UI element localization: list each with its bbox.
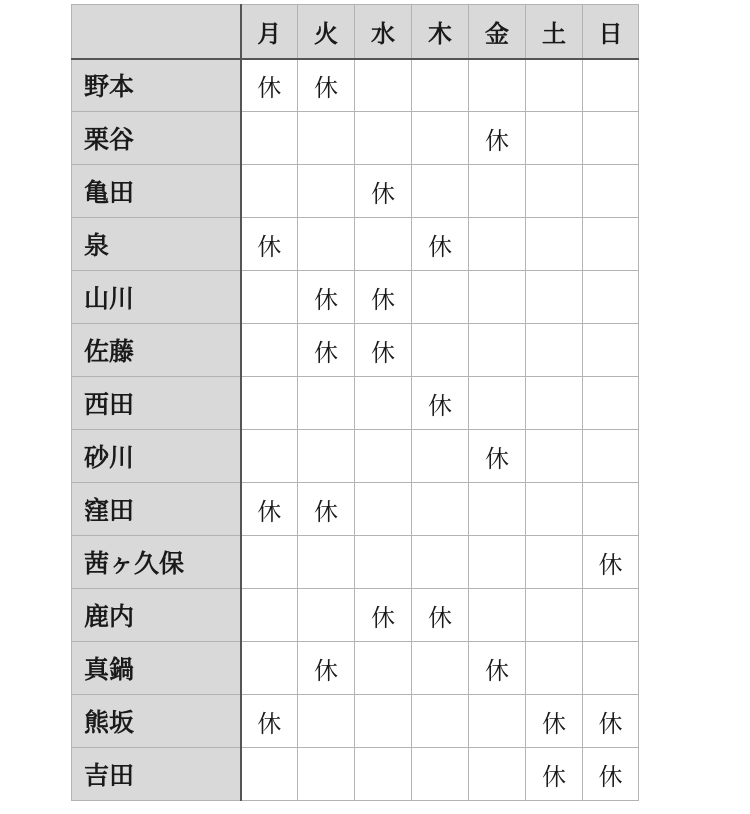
employee-name-cell: 西田 xyxy=(72,377,241,430)
schedule-cell xyxy=(583,112,639,165)
schedule-cell: 休 xyxy=(241,218,298,271)
schedule-cell xyxy=(526,165,583,218)
schedule-cell: 休 xyxy=(298,642,355,695)
schedule-cell: 休 xyxy=(526,695,583,748)
schedule-cell xyxy=(526,218,583,271)
schedule-cell: 休 xyxy=(469,430,526,483)
schedule-cell xyxy=(298,112,355,165)
employee-name-cell: 亀田 xyxy=(72,165,241,218)
day-header-mon: 月 xyxy=(241,5,298,59)
schedule-cell: 休 xyxy=(583,748,639,801)
schedule-cell xyxy=(469,218,526,271)
schedule-cell xyxy=(526,112,583,165)
schedule-cell xyxy=(526,59,583,112)
schedule-cell xyxy=(583,589,639,642)
day-header-wed: 水 xyxy=(355,5,412,59)
table-row xyxy=(72,324,639,377)
day-header-sat: 土 xyxy=(526,5,583,59)
schedule-cell xyxy=(526,377,583,430)
schedule-cell xyxy=(412,165,469,218)
schedule-cell: 休 xyxy=(412,377,469,430)
schedule-cell xyxy=(355,748,412,801)
schedule-cell xyxy=(526,536,583,589)
schedule-cell xyxy=(355,377,412,430)
schedule-cell: 休 xyxy=(298,271,355,324)
schedule-table xyxy=(71,4,639,801)
day-header-tue: 火 xyxy=(298,5,355,59)
schedule-cell xyxy=(355,483,412,536)
table-row xyxy=(72,748,639,801)
employee-name-cell: 熊坂 xyxy=(72,695,241,748)
employee-name-cell: 砂川 xyxy=(72,430,241,483)
schedule-cell xyxy=(469,271,526,324)
schedule-cell: 休 xyxy=(355,271,412,324)
schedule-cell: 休 xyxy=(241,695,298,748)
schedule-cell xyxy=(526,324,583,377)
schedule-cell xyxy=(583,642,639,695)
schedule-cell xyxy=(298,695,355,748)
schedule-cell xyxy=(583,483,639,536)
schedule-cell xyxy=(298,430,355,483)
schedule-cell: 休 xyxy=(412,589,469,642)
schedule-cell xyxy=(583,430,639,483)
schedule-cell xyxy=(583,271,639,324)
table-row xyxy=(72,165,639,218)
schedule-body xyxy=(72,59,639,801)
table-row xyxy=(72,271,639,324)
employee-name-cell: 栗谷 xyxy=(72,112,241,165)
schedule-cell: 休 xyxy=(298,483,355,536)
schedule-cell xyxy=(355,536,412,589)
table-row xyxy=(72,112,639,165)
schedule-cell xyxy=(412,430,469,483)
schedule-cell xyxy=(298,218,355,271)
schedule-cell xyxy=(526,271,583,324)
table-row xyxy=(72,695,639,748)
schedule-cell xyxy=(241,377,298,430)
schedule-cell xyxy=(469,377,526,430)
employee-name-cell: 鹿内 xyxy=(72,589,241,642)
schedule-cell xyxy=(469,536,526,589)
table-row xyxy=(72,589,639,642)
schedule-cell xyxy=(298,377,355,430)
schedule-cell xyxy=(298,165,355,218)
table-row xyxy=(72,430,639,483)
day-header-fri: 金 xyxy=(469,5,526,59)
schedule-cell xyxy=(355,642,412,695)
schedule-cell xyxy=(241,536,298,589)
schedule-cell: 休 xyxy=(583,695,639,748)
schedule-cell xyxy=(583,218,639,271)
schedule-cell xyxy=(241,642,298,695)
schedule-cell: 休 xyxy=(241,59,298,112)
schedule-cell: 休 xyxy=(412,218,469,271)
schedule-cell xyxy=(412,748,469,801)
schedule-cell xyxy=(583,165,639,218)
employee-name-cell: 真鍋 xyxy=(72,642,241,695)
schedule-cell xyxy=(469,695,526,748)
day-header-sun: 日 xyxy=(583,5,639,59)
employee-name-cell: 泉 xyxy=(72,218,241,271)
schedule-cell xyxy=(412,112,469,165)
schedule-cell xyxy=(412,324,469,377)
schedule-cell xyxy=(355,59,412,112)
schedule-cell xyxy=(241,165,298,218)
schedule-cell xyxy=(241,430,298,483)
schedule-cell: 休 xyxy=(298,324,355,377)
schedule-cell xyxy=(469,589,526,642)
schedule-cell: 休 xyxy=(469,112,526,165)
schedule-cell xyxy=(469,748,526,801)
schedule-cell: 休 xyxy=(355,324,412,377)
schedule-cell: 休 xyxy=(241,483,298,536)
schedule-cell: 休 xyxy=(298,59,355,112)
schedule-cell: 休 xyxy=(355,589,412,642)
employee-name-cell: 茜ヶ久保 xyxy=(72,536,241,589)
schedule-cell xyxy=(241,748,298,801)
table-row xyxy=(72,483,639,536)
employee-name-cell: 吉田 xyxy=(72,748,241,801)
schedule-cell xyxy=(469,165,526,218)
schedule-cell xyxy=(241,271,298,324)
schedule-cell xyxy=(469,324,526,377)
schedule-cell xyxy=(298,536,355,589)
schedule-cell xyxy=(412,642,469,695)
schedule-cell xyxy=(526,483,583,536)
schedule-cell: 休 xyxy=(469,642,526,695)
schedule-cell xyxy=(526,642,583,695)
schedule-cell xyxy=(355,430,412,483)
table-row xyxy=(72,218,639,271)
schedule-cell xyxy=(412,483,469,536)
schedule-cell xyxy=(583,324,639,377)
schedule-cell xyxy=(412,536,469,589)
table-row xyxy=(72,377,639,430)
employee-name-cell: 佐藤 xyxy=(72,324,241,377)
schedule-cell xyxy=(298,748,355,801)
schedule-cell xyxy=(583,59,639,112)
schedule-cell xyxy=(412,59,469,112)
schedule-cell xyxy=(412,695,469,748)
day-header-thu: 木 xyxy=(412,5,469,59)
schedule-cell xyxy=(355,112,412,165)
schedule-cell xyxy=(298,589,355,642)
employee-name-cell: 野本 xyxy=(72,59,241,112)
schedule-cell xyxy=(412,271,469,324)
table-row xyxy=(72,59,639,112)
table-row xyxy=(72,642,639,695)
table-row xyxy=(72,536,639,589)
schedule-cell xyxy=(355,218,412,271)
schedule-cell xyxy=(526,430,583,483)
header-corner-cell xyxy=(72,5,241,59)
schedule-cell xyxy=(241,112,298,165)
schedule-cell xyxy=(241,324,298,377)
employee-name-cell: 山川 xyxy=(72,271,241,324)
schedule-cell xyxy=(469,59,526,112)
employee-name-cell: 窪田 xyxy=(72,483,241,536)
schedule-cell xyxy=(241,589,298,642)
schedule-cell xyxy=(469,483,526,536)
schedule-cell: 休 xyxy=(526,748,583,801)
schedule-cell xyxy=(355,695,412,748)
schedule-cell xyxy=(526,589,583,642)
schedule-cell xyxy=(583,377,639,430)
schedule-cell: 休 xyxy=(355,165,412,218)
schedule-cell: 休 xyxy=(583,536,639,589)
header-row xyxy=(72,5,639,59)
